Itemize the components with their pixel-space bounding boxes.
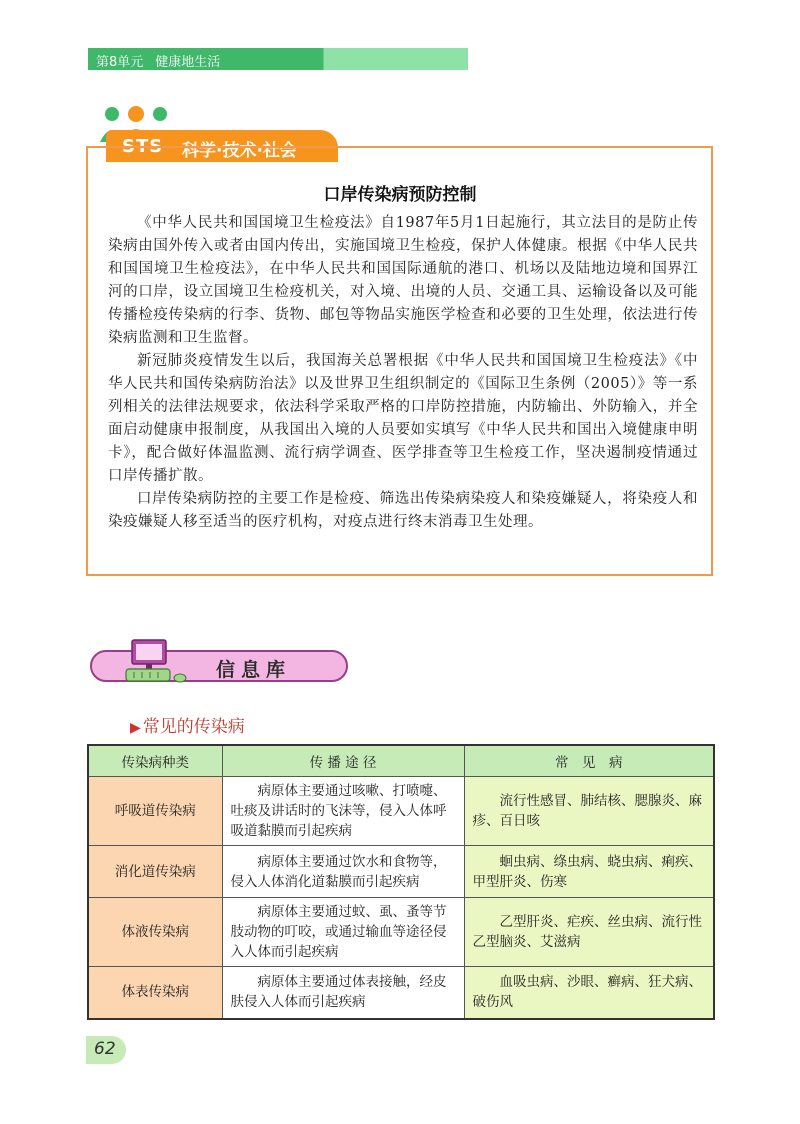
diseases-cell: 乙型肝炎、疟疾、丝虫病、流行性乙型脑炎、艾滋病	[464, 898, 714, 967]
computer-icon	[120, 636, 190, 688]
route-cell: 病原体主要通过饮水和食物等，侵入人体消化道黏膜而引起疾病	[222, 846, 464, 898]
category-cell: 体表传染病	[88, 967, 222, 1019]
route-cell: 病原体主要通过蚊、虱、蚤等节肢动物的叮咬，或通过输血等途径侵入人体而引起疾病	[222, 898, 464, 967]
article-body	[108, 212, 698, 534]
category-cell: 体液传染病	[88, 898, 222, 967]
header-category: 传染病种类	[88, 745, 222, 777]
header-route: 传 播 途 径	[222, 745, 464, 777]
article-paragraph: 口岸传染病防控的主要工作是检疫、筛选出传染病染疫人和染疫嫌疑人，将染疫人和染疫嫌疑人移至适当的医疗机构，对疫点进行终末消毒卫生处理。	[108, 491, 698, 530]
table-header-row	[88, 745, 714, 777]
diseases-cell: 蛔虫病、绦虫病、蛲虫病、痢疾、甲型肝炎、伤寒	[464, 846, 714, 898]
page-number	[86, 1036, 126, 1064]
diseases-cell: 血吸虫病、沙眼、癣病、狂犬病、破伤风	[464, 967, 714, 1019]
article-paragraph: 新冠肺炎疫情发生以后，我国海关总署根据《中华人民共和国国境卫生检疫法》《中华人民共和国传染病防治法》以及世界卫生组织制定的《国际卫生条例（2005）》等一系列相关的法律法规要求，依法科学采取严格的口岸防控措施，内防输出、外防输入，并全面启动健康申报制度，从我国出入境的人员要如实填写《中华人民共和国出入境健康申明卡》，配合做好体温监测、流行病学调查、医学排查等卫生检疫工作，坚决遏制疫情通过口岸传播扩散。	[108, 353, 698, 484]
disease-table	[87, 744, 715, 1020]
table-row	[88, 777, 714, 846]
info-library-label: 信息库	[216, 659, 292, 681]
triangle-right-icon: ▶	[130, 720, 141, 736]
table-subheading	[130, 712, 245, 737]
article-paragraph: 《中华人民共和国国境卫生检疫法》自1987年5月1日起施行，其立法目的是防止传染病由国外传入或者由国内传出，实施国境卫生检疫，保护人体健康。根据《中华人民共和国国境卫生检疫法》，在中华人民共和国国际通航的港口、机场以及陆地边境和国界江河的口岸，设立国境卫生检疫机关，对入境、出境的人员、交通工具、运输设备以及可能传播检疫传染病的行李、货物、邮包等物品实施医学检查和必要的卫生处理，依法进行传染病监测和卫生监督。	[108, 215, 698, 346]
category-cell: 消化道传染病	[88, 846, 222, 898]
table-row	[88, 967, 714, 1019]
route-cell: 病原体主要通过体表接触，经皮肤侵入人体而引起疾病	[222, 967, 464, 1019]
route-cell: 病原体主要通过咳嗽、打喷嚏、吐痰及讲话时的飞沫等，侵入人体呼吸道黏膜而引起疾病	[222, 777, 464, 846]
unit-number: 第8单元	[96, 55, 144, 70]
table-row	[88, 898, 714, 967]
unit-title: 健康地生活	[155, 55, 221, 70]
category-cell: 呼吸道传染病	[88, 777, 222, 846]
unit-header-bar	[88, 48, 468, 70]
table-row	[88, 846, 714, 898]
sts-badge: STS	[122, 136, 164, 157]
diseases-cell: 流行性感冒、肺结核、腮腺炎、麻疹、百日咳	[464, 777, 714, 846]
article-title: 口岸传染病预防控制	[323, 185, 477, 205]
page-number-text: 62	[94, 1039, 116, 1059]
sts-section-title: 科学·技术·社会	[182, 141, 297, 161]
subheading-text: 常见的传染病	[142, 717, 245, 737]
header-diseases: 常 见 病	[464, 745, 714, 777]
